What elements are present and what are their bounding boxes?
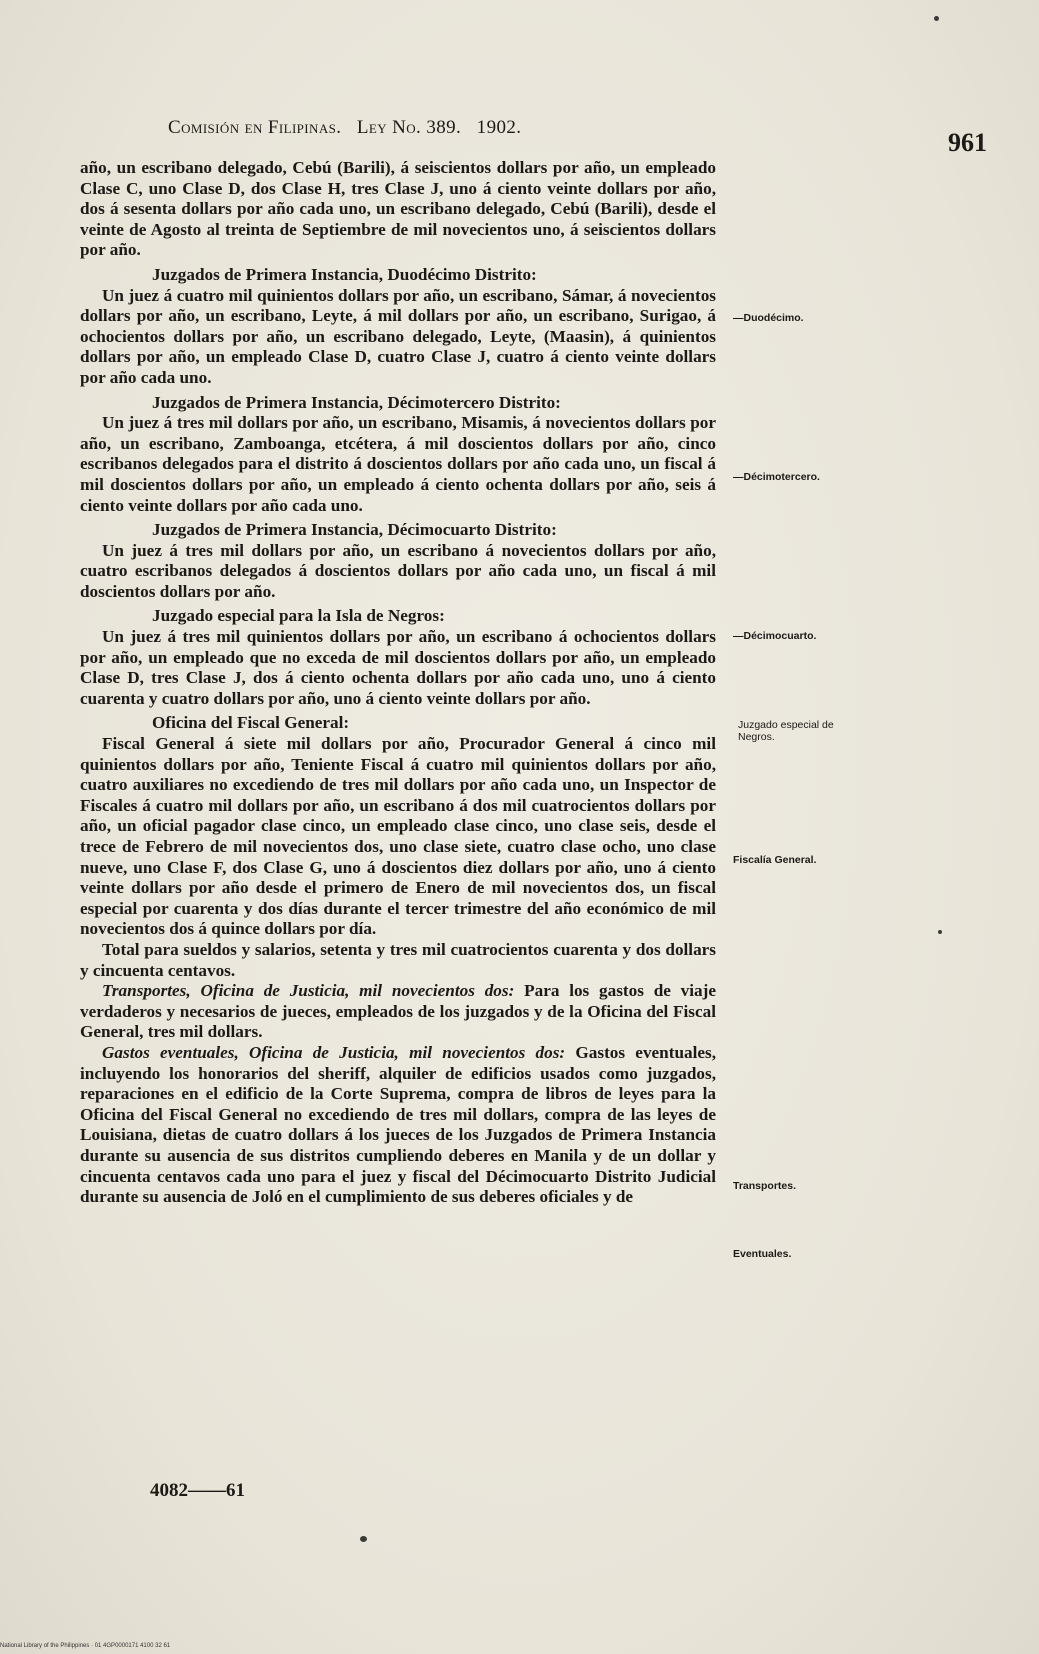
signature-mark: 4082——61	[150, 1480, 245, 1501]
body-text	[80, 158, 716, 1208]
running-header	[168, 117, 648, 139]
heading-decimotercero: Juzgados de Primera Instancia, Décimotercero Distrito:	[152, 392, 561, 412]
margin-note-duodecimo: —Duodécimo.	[733, 312, 804, 324]
speck-mark	[934, 16, 939, 21]
margin-note-negros: Juzgado especial de Negros.	[738, 719, 834, 743]
page-number: 961	[948, 128, 987, 157]
paragraph-total: Total para sueldos y salarios, setenta y tres mil cuatrocientos cuarenta y dos dollars y cincuenta centavos.	[80, 939, 716, 980]
margin-note-eventuales: Eventuales.	[733, 1248, 792, 1260]
header-law-number: Ley No. 389.	[356, 117, 462, 138]
paragraph-decimocuarto: Un juez á tres mil dollars por año, un escribano á novecientos dollars por año, cuatro escribanos delegados á doscientos dollars por año cada uno, un fiscal á mil doscientos dollars por año.	[80, 540, 716, 601]
paragraph-duodecimo: Un juez á cuatro mil quinientos dollars por año, un escribano, Sámar, á novecientos dollars por año, un escribano, Leyte, á mil dollars por año, un escribano, Surigao, á ochocientos dollars por año, un escribano delegado, Leyte, (Maasin), á quinientos dollars por año, un empleado Clase D, cuatro Clase J, cuatro á ciento veinte dollars por año cada uno.	[80, 285, 716, 387]
transportes-lead: Transportes, Oficina de Justicia, mil novecientos dos:	[102, 981, 515, 1001]
heading-decimocuarto: Juzgados de Primera Instancia, Décimocuarto Distrito:	[152, 520, 557, 540]
margin-note-transportes: Transportes.	[733, 1180, 797, 1192]
heading-negros: Juzgado especial para la Isla de Negros:	[152, 606, 445, 626]
eventuales-text: Gastos eventuales, incluyendo los honorarios del sheriff, alquiler de edificios usados como juzgados, reparaciones en el edificio de la Corte Suprema, compra de libros de leyes para la Oficina del Fiscal General no excediendo de tres mil dollars, compra de las leyes de Louisiana, dietas de cuatro dollars á los jueces de los Juzgados de Primera Instancia durante su ausencia de sus distritos cumpliendo deberes en Manila y de un dollar y cincuenta centavos cada uno para el juez y fiscal del Décimocuarto Distrito Judicial durante su ausencia de Joló en el cumplimiento de sus deberes oficiales y de	[80, 1042, 716, 1207]
paragraph-eventuales	[80, 1043, 716, 1208]
header-commission: Comisión en Filipinas.	[168, 117, 342, 138]
paragraph-transportes	[80, 981, 716, 1043]
transportes-text: Para los gastos de viaje verdaderos y necesarios de jueces, empleados de los juzgados y de la Oficina del Fiscal General, tres mil dollars.	[80, 981, 716, 1042]
paragraph-negros: Un juez á tres mil quinientos dollars por año, un escribano á ochocientos dollars por año, un empleado que no exceda de mil doscientos dollars por año, un empleado Clase D, tres Clase J, dos á ciento ochenta dollars por año cada uno, uno á ciento cuarenta y cuatro dollars por año, uno á ciento veinte dollars por año.	[80, 627, 716, 708]
heading-duodecimo: Juzgados de Primera Instancia, Duodécimo Distrito:	[152, 264, 537, 284]
header-year: 1902.	[476, 117, 522, 138]
speck-mark	[360, 1536, 367, 1542]
eventuales-lead: Gastos eventuales, Oficina de Justicia, mil novecientos dos:	[102, 1042, 566, 1062]
paragraph-fiscal: Fiscal General á siete mil dollars por año, Procurador General á cinco mil quinientos dollars por año, Teniente Fiscal á cuatro mil quinientos dollars por año, cuatro auxiliares no excediendo de tres mil dollars por año cada uno, un Inspector de Fiscales á cuatro mil dollars por año, un escribano á dos mil cuatrocientos dollars por año, un oficial pagador clase cinco, un empleado clase cinco, uno clase seis, desde el trece de Febrero de mil novecientos dos, uno clase siete, cuatro clase ocho, uno clase nueve, uno Clase F, dos Clase G, uno á doscientos diez dollars por año, uno á ciento veinte dollars por año desde el primero de Enero de mil novecientos dos, un fiscal especial por cuarenta y dos días durante el tercer trimestre del año económico de mil novecientos dos á quince dollars por día.	[80, 734, 716, 939]
margin-note-fiscalia: Fiscalía General.	[733, 854, 817, 866]
scan-footer: National Library of the Philippines · 01 4GP0000171 4100 32 61	[0, 1643, 171, 1649]
margin-note-decimocuarto: —Décimocuarto.	[733, 630, 817, 642]
speck-mark	[938, 930, 942, 934]
paragraph-decimotercero: Un juez á tres mil dollars por año, un escribano, Misamis, á novecientos dollars por año, un escribano, Zamboanga, etcétera, á mil doscientos dollars por año, cinco escribanos delegados para el distrito á doscientos dollars por año cada uno, un fiscal á mil doscientos dollars por año, un empleado á ciento ochenta dollars por año, seis á ciento veinte dollars por año cada uno.	[80, 413, 716, 515]
heading-fiscal: Oficina del Fiscal General:	[152, 713, 350, 733]
paragraph-continuation: año, un escribano delegado, Cebú (Barili), á seiscientos dollars por año, un empleado Clase C, uno Clase D, dos Clase H, tres Clase J, uno á ciento veinte dollars por año, dos á sesenta dollars por año cada uno, un escribano delegado, Cebú (Barili), desde el veinte de Agosto al treinta de Septiembre de mil novecientos uno, á seiscientos dollars por año.	[80, 158, 716, 260]
margin-note-decimotercero: —Décimotercero.	[733, 471, 820, 483]
